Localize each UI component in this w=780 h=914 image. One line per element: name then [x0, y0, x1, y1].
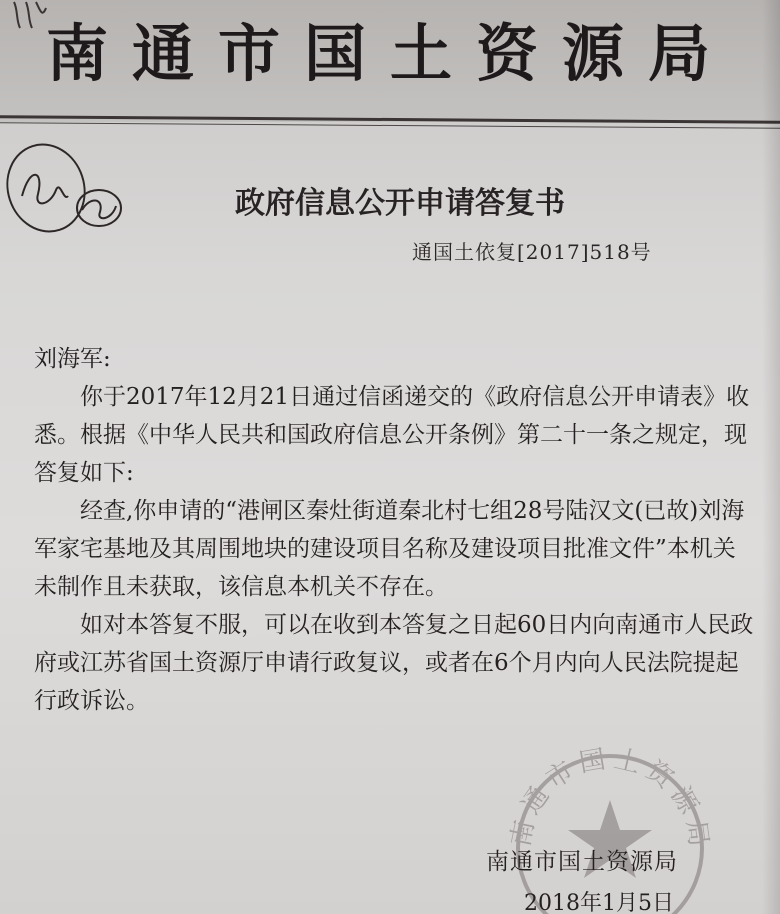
document-body	[34, 340, 756, 720]
svg-text:南通市国土资源局: 南通市国土资源局	[505, 743, 715, 855]
page-edge-shadow	[762, 0, 780, 914]
salutation: 刘海军:	[34, 346, 111, 372]
paragraph-appeal: 如对本答复不服，可以在收到本答复之日起60日内向南通市人民政府或江苏省国土资源厅申请行政复议，或者在6个月内向人民法院提起行政诉讼。	[34, 612, 754, 714]
letterhead-rule-thin	[0, 122, 780, 128]
document-number: 通国土依复[2017]518号	[412, 240, 652, 264]
signature-date: 2018年1月5日	[524, 891, 674, 914]
document-title: 政府信息公开申请答复书	[235, 186, 565, 221]
handwritten-mark-icon	[4, 136, 134, 246]
signature-org: 南通市国土资源局	[486, 849, 678, 875]
paragraph-finding: 经查,你申请的“港闸区秦灶街道秦北村七组28号陆汉文(已故)刘海军家宅基地及其周围地块的建设项目名称及建设项目批准文件”本机关未制作且未获取，该信息本机关不存在。	[34, 498, 745, 600]
letterhead-title: 南通市国土资源局	[45, 17, 734, 90]
paragraph-receipt: 你于2017年12月21日通过信函递交的《政府信息公开申请表》收悉。根据《中华人民共和国政府信息公开条例》第二十一条之规定，现答复如下:	[34, 384, 750, 486]
